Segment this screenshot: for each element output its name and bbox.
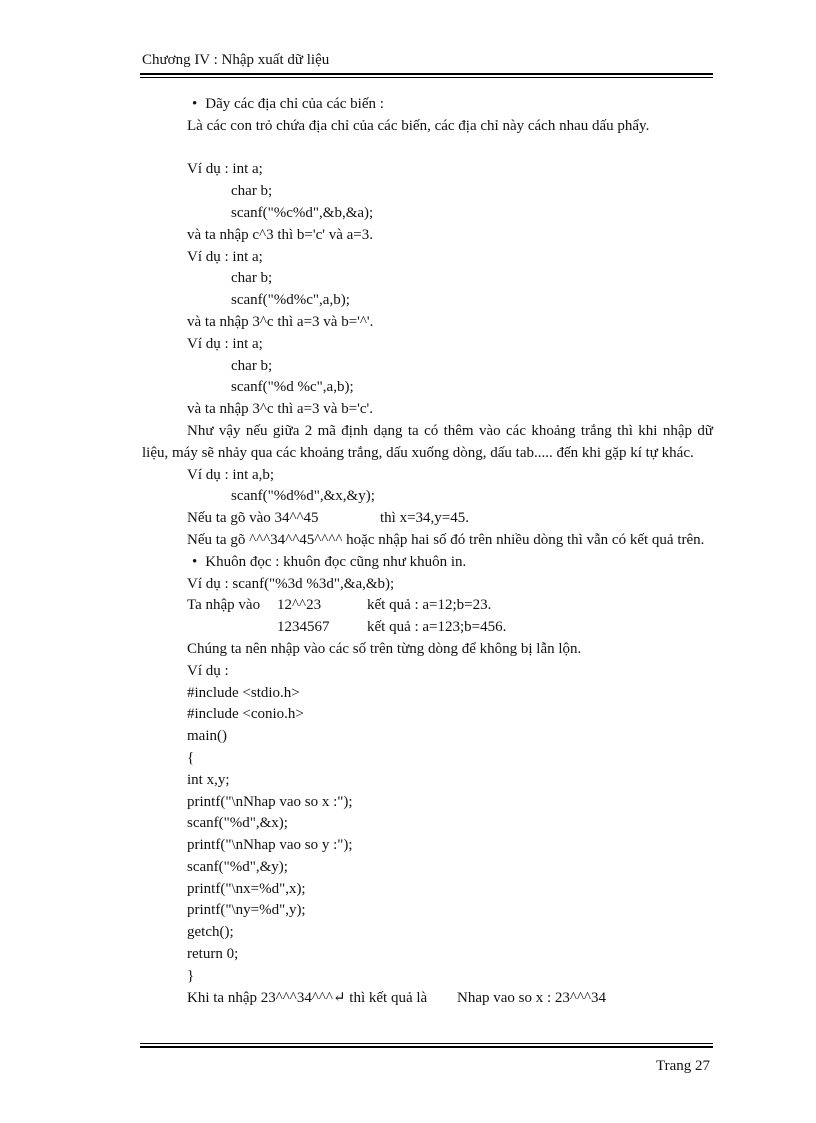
paragraph-advice: Chúng ta nên nhập vào các số trên từng dòng để không bị lẫn lộn. [187,640,582,657]
example4-line2: scanf("%d%d",&x,&y); [231,488,375,505]
example4-line1: Ví dụ : int a,b; [187,466,275,483]
example5-line1: Ví dụ : scanf("%3d %3d",&a,&b); [187,575,395,592]
code-line: printf("\nNhap vao so x :"); [187,793,353,810]
example1-line2: char b; [231,183,273,200]
code-line: Ví dụ : [187,662,229,679]
example3-line2: char b; [231,357,273,374]
example3-line1: Ví dụ : int a; [187,335,263,352]
page-content [0,94,816,1009]
example5-result2: kết quả : a=123;b=456. [367,619,507,636]
example4-result: thì x=34,y=45. [380,510,470,527]
paragraph-whitespace-a: Như vậy nếu giữa 2 mã định dạng ta có thêm vào các khoảng trắng thì khi nhập dữ [187,422,713,439]
paragraph-whitespace-b: liệu, máy sẽ nhảy qua các khoảng trắng, dấu xuống dòng, dấu tab..... đến khi gặp kí tự khác. [142,444,694,461]
paragraph-pointers: Là các con trỏ chứa địa chỉ của các biến, các địa chỉ này cách nhau dấu phẩy. [187,117,650,134]
code-line: int x,y; [187,771,230,788]
example3-line4: và ta nhập 3^c thì a=3 và b='c'. [187,401,373,418]
bullet-address-list: • Dãy các địa chỉ của các biến : [0,94,816,116]
code-line: printf("\nx=%d",x); [187,880,306,897]
example2-line2: char b; [231,270,273,287]
page-number: Trang 27 [655,1058,710,1074]
example1-line4: và ta nhập c^3 thì b='c' và a=3. [187,226,373,243]
example4-line3 [0,508,816,530]
example2-line4: và ta nhập 3^c thì a=3 và b='^'. [187,313,374,330]
code-line: #include <stdio.h> [187,684,300,701]
header-rule-thin [140,77,713,78]
example5-label: Ta nhập vào [187,597,261,614]
result-line [0,988,816,1010]
example1-line1: Ví dụ : int a; [187,161,263,178]
code-line: main() [187,728,227,745]
example2-line3: scanf("%d%c",a,b); [231,292,350,309]
example3-line3: scanf("%d %c",a,b); [231,379,354,396]
header-rule [140,73,713,75]
example5-line2 [0,595,816,617]
example4-input: Nếu ta gõ vào 34^^45 [187,510,319,527]
example5-input1: 12^^23 [277,597,322,614]
example4-line4: Nếu ta gõ ^^^34^^45^^^^ hoặc nhập hai số đó trên nhiều dòng thì vẫn có kết quả trên. [187,531,705,548]
example5-input2: 1234567 [277,619,330,636]
code-line: { [187,749,195,766]
code-line: printf("\ny=%d",y); [187,902,306,919]
blank-gap [0,138,816,160]
code-line: getch(); [187,924,234,941]
example2-line1: Ví dụ : int a; [187,248,263,265]
code-line: return 0; [187,946,239,963]
example5-result1: kết quả : a=12;b=23. [367,597,492,614]
result-prefix: Khi ta nhập 23^^^34^^^↵ thì kết quả là [187,989,428,1006]
footer-rule [140,1046,713,1048]
code-line: printf("\nNhap vao so y :"); [187,837,353,854]
code-line: } [187,967,195,984]
page-header-title: Chương IV : Nhập xuất dữ liệu [142,52,330,68]
example5-line3 [0,617,816,639]
footer-rule-thin [140,1043,713,1044]
example1-line3: scanf("%c%d",&b,&a); [231,204,374,221]
bullet-read-format: • Khuôn đọc : khuôn đọc cũng như khuôn in. [0,552,816,574]
result-output: Nhap vao so x : 23^^^34 [457,989,607,1006]
code-line: scanf("%d",&x); [187,815,288,832]
code-line: #include <conio.h> [187,706,304,723]
code-line: scanf("%d",&y); [187,858,288,875]
